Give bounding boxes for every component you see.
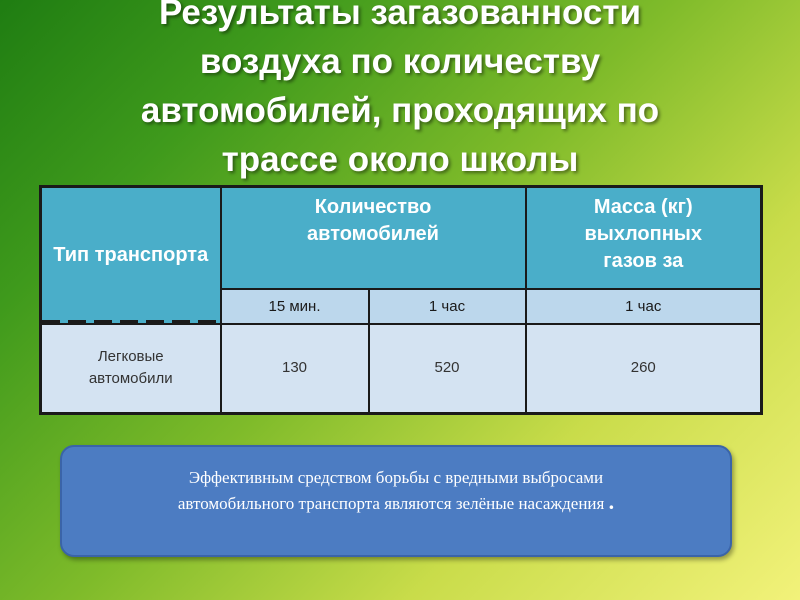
note-line-1: Эффективным средством борьбы с вредными выбросами [188, 468, 604, 487]
page-title [0, 0, 800, 184]
note-line-2 [92, 490, 700, 516]
header-transport-type [41, 187, 221, 324]
header-vehicle-count-label: Количество автомобилей [307, 196, 439, 245]
subheader-15min: 15 мин. [221, 289, 369, 324]
dashed-divider [42, 320, 220, 323]
cell-transport-type-label: Легковые автомобили [88, 348, 173, 387]
cell-count-15min: 130 [221, 324, 369, 414]
header-exhaust-mass [526, 187, 762, 289]
header-vehicle-count [221, 187, 526, 289]
title-line-1: Результаты загазованности [158, 0, 642, 32]
conclusion-note [60, 445, 732, 557]
emissions-table [39, 185, 763, 415]
note-line-2-text: автомобильного транспорта являются зелёные насаждения [177, 494, 605, 513]
cell-mass-1hour: 260 [526, 324, 762, 414]
table-row [41, 324, 762, 414]
header-transport-type-label: Тип транспорта [53, 243, 209, 266]
subheader-1hour-mass: 1 час [526, 289, 762, 324]
cell-transport-type [41, 324, 221, 414]
cell-count-1hour: 520 [369, 324, 526, 414]
note-end-mark: . [608, 489, 615, 514]
title-line-4: трассе около школы [221, 140, 579, 179]
title-line-3: автомобилей, проходящих по [140, 91, 660, 130]
title-line-2: воздуха по количеству [199, 42, 601, 81]
header-exhaust-mass-label: Масса (кг) выхлопных газов за [584, 196, 703, 272]
subheader-1hour-count: 1 час [369, 289, 526, 324]
